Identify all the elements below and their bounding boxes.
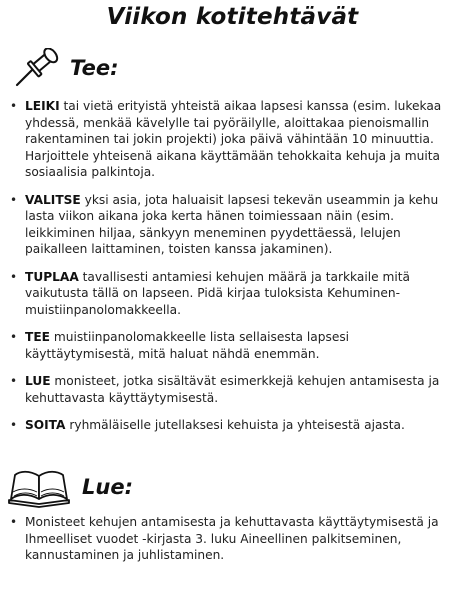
open-book-icon	[6, 466, 72, 508]
list-item	[8, 192, 458, 258]
tee-section-header	[14, 48, 119, 88]
item-text: Monisteet kehujen antamisesta ja kehuttavasta käyttäytymisestä ja Ihmeelliset vuodet -kirjasta 3. luku Aineellinen palkitseminen, kannustaminen ja juhlistaminen.	[25, 515, 439, 562]
item-text: ryhmäläiselle jutellaksesi kehuista ja yhteisestä ajasta.	[65, 418, 405, 432]
list-item	[8, 514, 458, 564]
page-title: Viikon kotitehtävät	[106, 4, 359, 30]
item-keyword: VALITSE	[25, 192, 81, 207]
bullet: •	[10, 269, 18, 284]
pushpin-icon	[14, 48, 60, 88]
item-keyword: LEIKI	[25, 99, 60, 113]
item-text: tavallisesti antamiesi kehujen määrä ja tarkkaile mitä vaikutusta tällä on lapseen. Pidä kirjaa tuloksista Kehuminen-muistiinpanolomakkeella.	[25, 269, 411, 317]
list-item	[8, 329, 458, 362]
bullet: •	[10, 330, 18, 344]
tee-heading: Tee:	[70, 56, 119, 80]
lue-list	[8, 514, 458, 575]
bullet: •	[10, 192, 18, 207]
lue-section-header	[6, 466, 133, 508]
bullet: •	[10, 99, 18, 113]
item-text: tai vietä erityistä yhteistä aikaa lapsesi kanssa (esim. lukekaa yhdessä, menkää kävelylle tai pyöräilylle, aloittakaa pienoismallin rakentaminen tai jokin projekti) joka päivä vähintään 10 minuuttia. Harjoittele yhteisenä aikana käyttämään tehokkaita kehuja ja muita sosiaalisia palkintoja.	[25, 99, 442, 179]
item-text: monisteet, jotka sisältävät esimerkkejä kehujen antamisesta ja kehuttavasta käyttäytymisestä.	[25, 374, 440, 405]
list-item	[8, 98, 458, 181]
bullet: •	[10, 374, 18, 388]
item-keyword: TUPLAA	[25, 269, 79, 284]
list-item	[8, 269, 458, 319]
bullet: •	[10, 515, 18, 529]
tee-list	[8, 98, 458, 445]
item-keyword: TEE	[25, 330, 50, 344]
bullet: •	[10, 418, 18, 432]
item-text: yksi asia, jota haluaisit lapsesi tekevän useammin ja kehu lasta viikon aikana joka kerta hänen toimiessaan näin (esim. leikkiminen hiljaa, sänkyyn meneminen pyydettäessä, lelujen paikalleen laittaminen, toisten kanssa jakaminen).	[25, 192, 439, 256]
lue-heading: Lue:	[82, 475, 133, 499]
list-item	[8, 373, 458, 406]
list-item	[8, 417, 458, 434]
item-keyword: LUE	[25, 374, 51, 388]
item-text: muistiinpanolomakkeelle lista sellaisesta lapsesi käyttäytymisestä, mitä haluat nähdä enemmän.	[25, 330, 350, 361]
item-keyword: SOITA	[25, 418, 66, 432]
